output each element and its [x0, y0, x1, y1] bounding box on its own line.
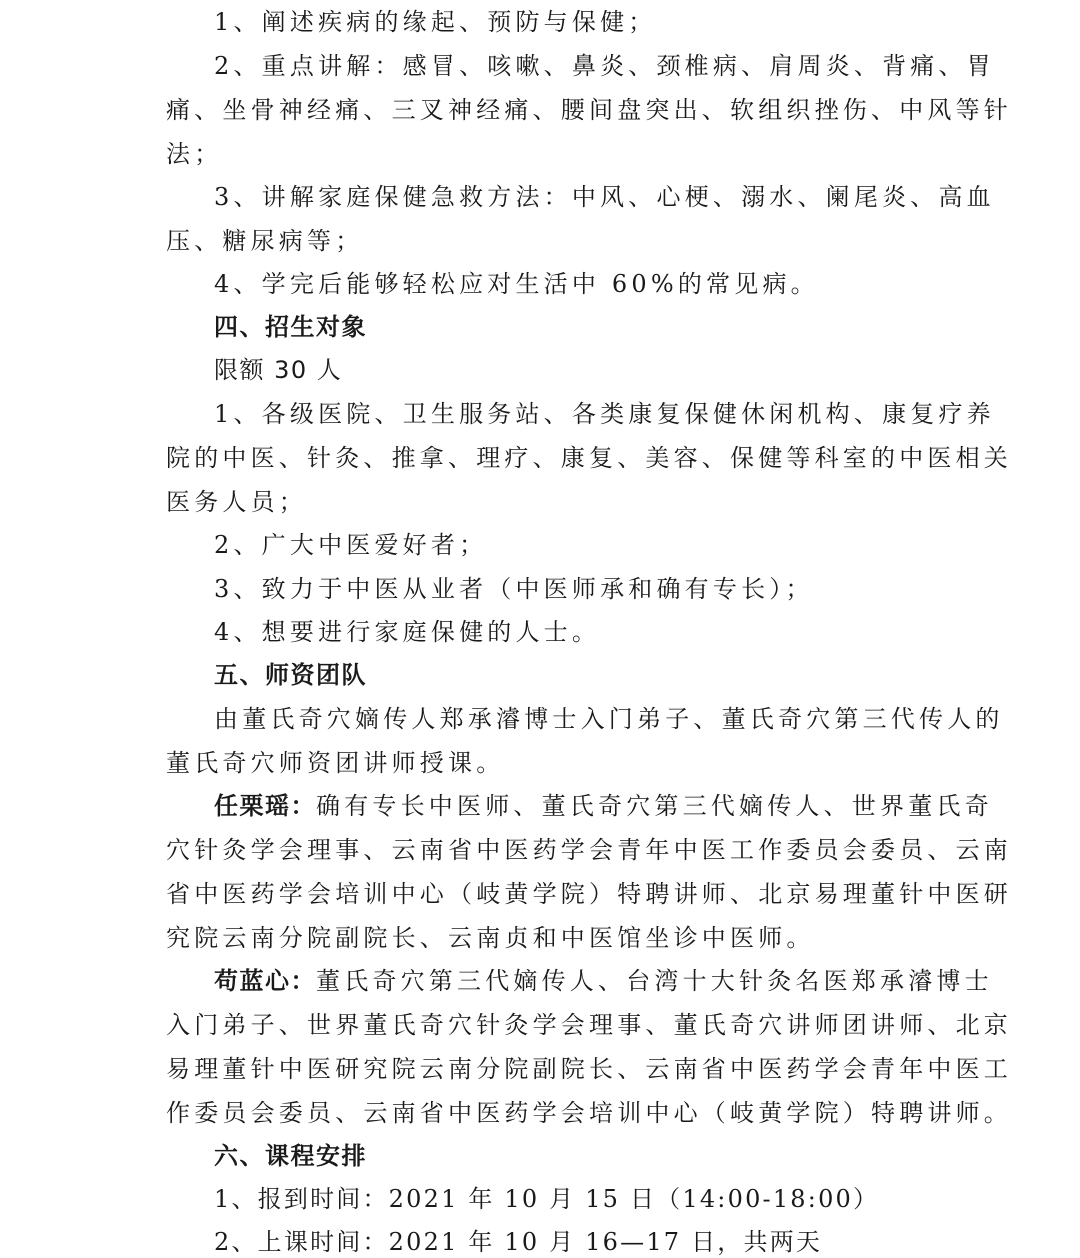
course-content-item-2-line-1: 2、重点讲解：感冒、咳嗽、鼻炎、颈椎病、肩周炎、背痛、胃 — [214, 52, 995, 80]
faculty-intro-line-2: 董氏奇穴师资团讲师授课。 — [166, 749, 505, 777]
teacher-2-line-4: 作委员会委员、云南省中医药学会培训中心（岐黄学院）特聘讲师。 — [166, 1099, 1012, 1127]
course-content-item-2-line-3: 法； — [166, 140, 223, 168]
enrollment-item-4: 4、想要进行家庭保健的人士。 — [214, 618, 601, 646]
enrollment-item-1-line-2: 院的中医、针灸、推拿、理疗、康复、美容、保健等科室的中医相关 — [166, 444, 1012, 472]
enrollment-quota: 限额 30 人 — [214, 356, 343, 384]
teacher-2-line-2: 入门弟子、世界董氏奇穴针灸学会理事、董氏奇穴讲师团讲师、北京 — [166, 1011, 1012, 1039]
course-content-item-1: 1、阐述疾病的缘起、预防与保健； — [214, 8, 657, 36]
course-content-item-3-line-2: 压、糖尿病等； — [166, 227, 364, 255]
section-6-heading: 六、课程安排 — [214, 1142, 367, 1170]
teacher-1-name: 任栗瑶： — [214, 792, 316, 820]
teacher-2-name: 苟蓝心： — [214, 967, 316, 995]
teacher-1-line-2: 穴针灸学会理事、云南省中医药学会青年中医工作委员会委员、云南 — [166, 836, 1012, 864]
enrollment-item-1-line-3: 医务人员； — [166, 488, 307, 516]
teacher-2-line-3: 易理董针中医研究院云南分院副院长、云南省中医药学会青年中医工 — [166, 1055, 1012, 1083]
enrollment-item-1-line-1: 1、各级医院、卫生服务站、各类康复保健休闲机构、康复疗养 — [214, 400, 995, 428]
teacher-1-line-3: 省中医药学会培训中心（岐黄学院）特聘讲师、北京易理董针中医研 — [166, 880, 1012, 908]
teacher-2-line-1 — [214, 965, 993, 997]
enrollment-item-3: 3、致力于中医从业者（中医师承和确有专长）； — [214, 575, 814, 603]
course-content-item-4: 4、学完后能够轻松应对生活中 60%的常见病。 — [214, 270, 819, 298]
course-content-item-2-line-2: 痛、坐骨神经痛、三叉神经痛、腰间盘突出、软组织挫伤、中风等针 — [166, 96, 1012, 124]
enrollment-item-2: 2、广大中医爱好者； — [214, 531, 488, 559]
course-content-item-3-line-1: 3、讲解家庭保健急救方法：中风、心梗、溺水、阑尾炎、高血 — [214, 183, 995, 211]
teacher-1-line-1 — [214, 790, 993, 822]
teacher-2-bio-start: 董氏奇穴第三代嫡传人、台湾十大针灸名医郑承濬博士 — [316, 967, 993, 995]
teacher-1-line-4: 究院云南分院副院长、云南贞和中医馆坐诊中医师。 — [166, 924, 815, 952]
faculty-intro-line-1: 由董氏奇穴嫡传人郑承濬博士入门弟子、董氏奇穴第三代传人的 — [214, 705, 1004, 733]
teacher-1-bio-start: 确有专长中医师、董氏奇穴第三代嫡传人、世界董氏奇 — [316, 792, 993, 820]
section-5-heading: 五、师资团队 — [214, 661, 367, 689]
schedule-item-1: 1、报到时间：2021 年 10 月 15 日（14:00-18:00） — [214, 1185, 880, 1213]
schedule-item-2: 2、上课时间：2021 年 10 月 16—17 日，共两天 — [214, 1228, 823, 1256]
section-4-heading: 四、招生对象 — [214, 313, 367, 341]
